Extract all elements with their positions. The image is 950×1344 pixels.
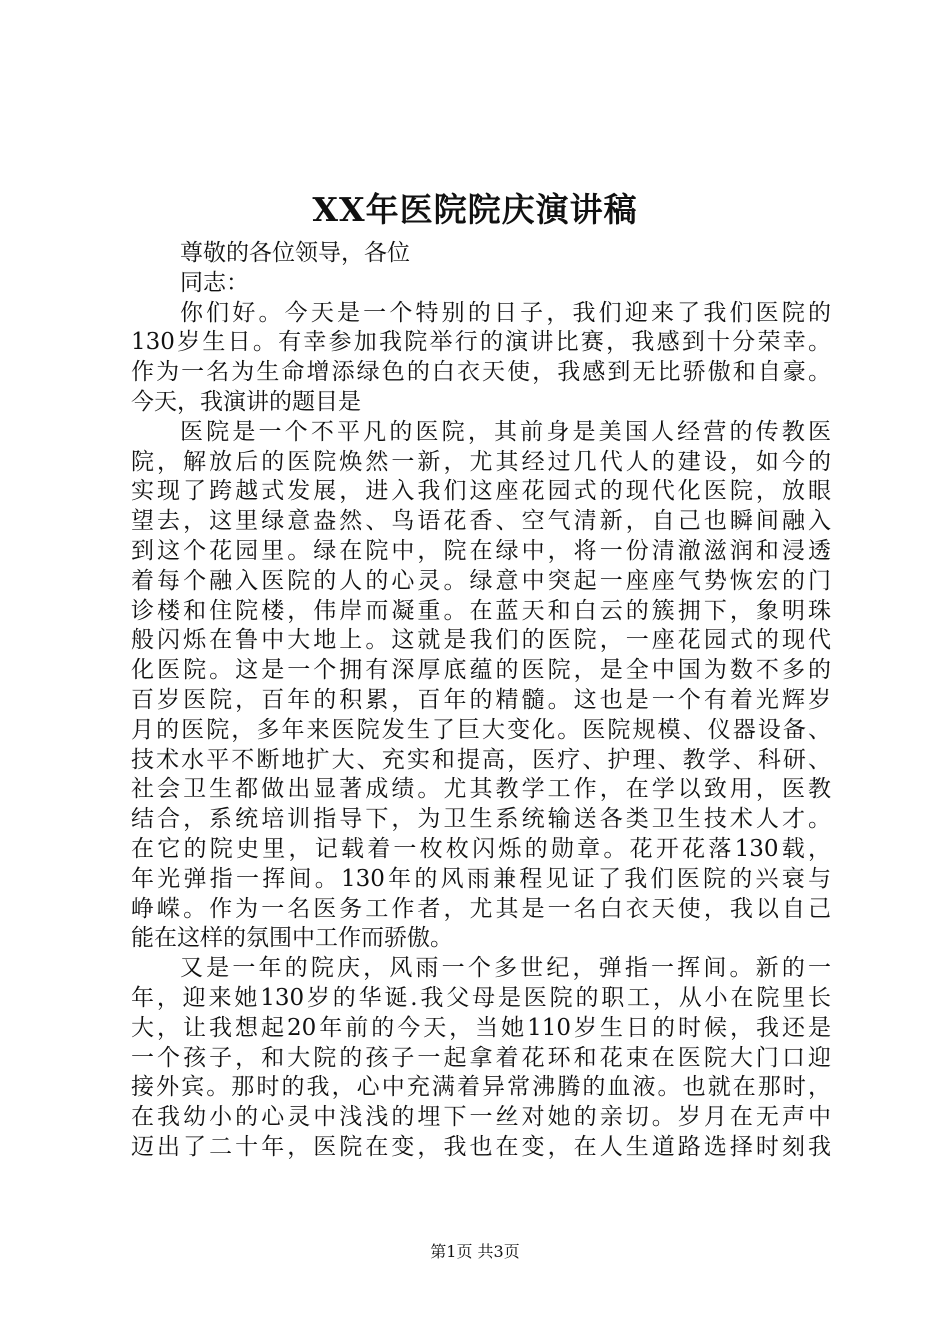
text-line: 般闪烁在鲁中大地上。这就是我们的医院，一座花园式的现代 <box>131 627 831 654</box>
text-line: 月的医院，多年来医院发生了巨大变化。医院规模、仪器设备、 <box>131 716 831 743</box>
text-line: 一个孩子，和大院的孩子一起拿着花环和花束在医院大门口迎 <box>131 1044 831 1071</box>
text-line: 峥嵘。作为一名医务工作者，尤其是一名白衣天使，我以自己 <box>131 895 831 922</box>
page-footer: 第1页 共3页 <box>430 1242 520 1261</box>
text-line: 院，解放后的医院焕然一新，尤其经过几代人的建设，如今的 <box>131 448 831 475</box>
text-line: 同志： <box>180 269 249 296</box>
text-line: 能在这样的氛围中工作而骄傲。 <box>131 925 453 952</box>
text-line: 迈出了二十年，医院在变，我也在变，在人生道路选择时刻我 <box>131 1133 831 1160</box>
text-line: 结合，系统培训指导下，为卫生系统输送各类卫生技术人才。 <box>131 806 831 833</box>
text-line: 130岁生日。有幸参加我院举行的演讲比赛，我感到十分荣幸。 <box>131 329 831 356</box>
text-line: 作为一名为生命增添绿色的白衣天使，我感到无比骄傲和自豪。 <box>131 359 831 386</box>
text-line: 医院是一个不平凡的医院，其前身是美国人经营的传教医 <box>180 418 831 445</box>
text-line: 技术水平不断地扩大、充实和提高，医疗、护理、教学、科研、 <box>131 746 831 773</box>
text-line: 尊敬的各位领导，各位 <box>180 240 410 266</box>
text-line: 望去，这里绿意盎然、鸟语花香、空气清新，自己也瞬间融入 <box>131 508 831 535</box>
text-line: 在我幼小的心灵中浅浅的埋下一丝对她的亲切。岁月在无声中 <box>131 1104 831 1131</box>
text-line: 在它的院史里，记载着一枚枚闪烁的勋章。花开花落130载， <box>131 835 831 862</box>
text-line: 年，迎来她130岁的华诞.我父母是医院的职工，从小在院里长 <box>131 984 831 1011</box>
text-line: 着每个融入医院的人的心灵。绿意中突起一座座气势恢宏的门 <box>131 567 831 594</box>
text-line: 又是一年的院庆，风雨一个多世纪，弹指一挥间。新的一 <box>180 955 831 982</box>
text-line: 接外宾。那时的我，心中充满着异常沸腾的血液。也就在那时， <box>131 1074 831 1101</box>
text-line: 百岁医院，百年的积累，百年的精髓。这也是一个有着光辉岁 <box>131 686 831 713</box>
text-line: 实现了跨越式发展，进入我们这座花园式的现代化医院，放眼 <box>131 478 831 505</box>
text-line: 年光弹指一挥间。130年的风雨兼程见证了我们医院的兴衰与 <box>131 865 831 892</box>
document-title: XX年医院院庆演讲稿 <box>312 190 638 229</box>
document-body <box>131 239 831 1163</box>
text-line: 大，让我想起20年前的今天，当她110岁生日的时候，我还是 <box>131 1014 831 1041</box>
text-line: 你们好。今天是一个特别的日子，我们迎来了我们医院的 <box>180 299 831 326</box>
text-line: 今天，我演讲的题目是 <box>131 388 361 415</box>
text-line: 到这个花园里。绿在院中，院在绿中，将一份清澈滋润和浸透 <box>131 537 831 564</box>
text-line: 诊楼和住院楼，伟岸而凝重。在蓝天和白云的簇拥下，象明珠 <box>131 597 831 624</box>
text-line: 社会卫生都做出显著成绩。尤其教学工作，在学以致用，医教 <box>131 776 831 803</box>
text-line: 化医院。这是一个拥有深厚底蕴的医院，是全中国为数不多的 <box>131 657 831 684</box>
